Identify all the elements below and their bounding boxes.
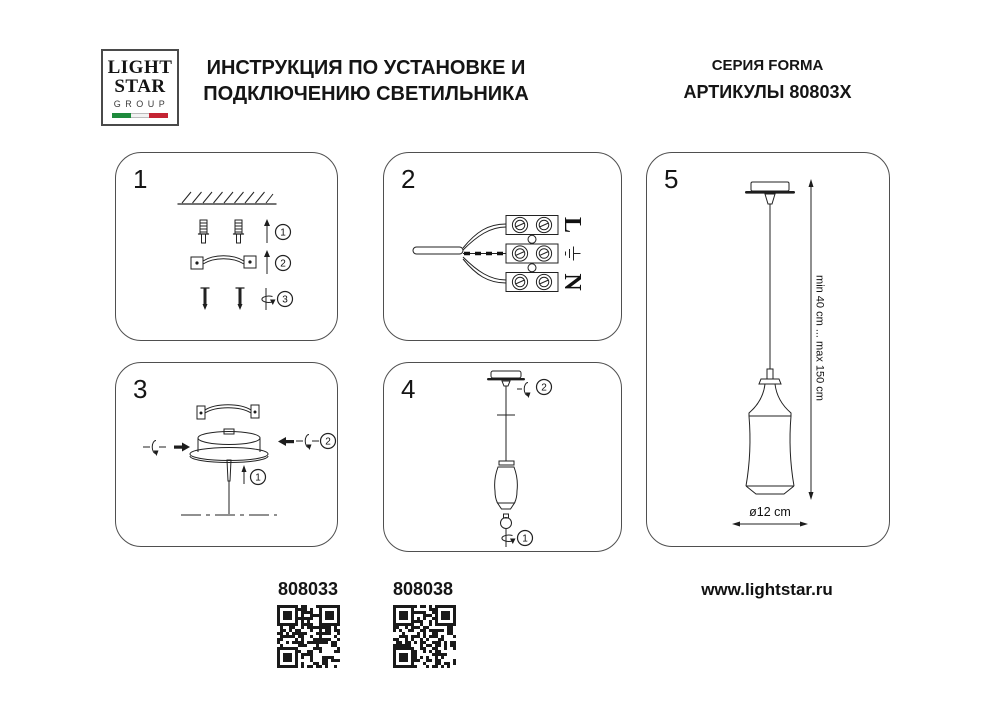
step-number-4: 4 bbox=[401, 374, 416, 404]
rotate-screw-icon bbox=[262, 288, 276, 310]
qr-code bbox=[393, 605, 456, 668]
lamp-socket bbox=[495, 461, 518, 509]
insert-arrow-up bbox=[264, 250, 270, 274]
height-range-label: min 40 cm ... max 150 cm bbox=[813, 275, 826, 401]
bulb-icon bbox=[501, 514, 512, 529]
step-panel-5 bbox=[646, 152, 890, 547]
ceiling-plate bbox=[745, 182, 795, 204]
rotate-screw-icon bbox=[296, 435, 319, 451]
svg-text:2: 2 bbox=[325, 436, 331, 448]
page-title bbox=[170, 55, 562, 107]
diameter-dimension bbox=[732, 505, 808, 527]
step-number-3: 3 bbox=[133, 374, 148, 404]
logo-text-light: LIGHT bbox=[107, 57, 173, 78]
push-arrow-left bbox=[278, 437, 294, 446]
logo-text-group: GROUP bbox=[113, 99, 170, 109]
mounting-bracket bbox=[191, 256, 256, 269]
callout-2 bbox=[321, 434, 336, 449]
wall-anchor bbox=[234, 220, 244, 243]
title-line-1: ИНСТРУКЦИЯ ПО УСТАНОВКЕ И bbox=[206, 57, 526, 79]
step-3-drawing bbox=[116, 363, 339, 548]
neutral-label: N bbox=[559, 273, 585, 291]
step-1-drawing bbox=[116, 153, 339, 342]
product-code-1: 808033 bbox=[277, 579, 339, 599]
callout-2 bbox=[537, 380, 552, 395]
product-code-2: 808038 bbox=[392, 579, 454, 599]
diameter-label: ø12 cm bbox=[749, 505, 791, 519]
wall-anchor bbox=[199, 220, 209, 243]
push-arrow-right bbox=[174, 443, 190, 452]
suspension-cord bbox=[497, 386, 515, 461]
title-line-2: ПОДКЛЮЧЕНИЮ СВЕТИЛЬНИКА bbox=[203, 83, 529, 105]
step-5-drawing bbox=[647, 153, 891, 548]
step-number-1: 1 bbox=[133, 164, 148, 194]
svg-text:2: 2 bbox=[541, 382, 547, 394]
logo-text-star: STAR bbox=[114, 76, 166, 97]
step-panel-4 bbox=[383, 362, 622, 552]
rotate-screw-icon bbox=[517, 383, 531, 399]
step-panel-3 bbox=[115, 362, 338, 547]
screw bbox=[201, 288, 209, 310]
step-panel-2 bbox=[383, 152, 622, 341]
svg-text:1: 1 bbox=[522, 533, 528, 545]
insert-arrow-up bbox=[264, 219, 270, 243]
suspension-cable bbox=[181, 460, 277, 515]
ceiling-hatch bbox=[178, 192, 276, 204]
svg-text:3: 3 bbox=[282, 294, 288, 306]
step-2-drawing bbox=[384, 153, 623, 342]
step-number-2: 2 bbox=[401, 164, 416, 194]
callout-3 bbox=[278, 292, 293, 307]
screw bbox=[236, 288, 244, 310]
italian-flag-icon bbox=[112, 113, 168, 118]
callout-1 bbox=[518, 531, 533, 546]
step-4-drawing bbox=[384, 363, 623, 553]
ceiling-canopy bbox=[190, 429, 268, 463]
mounting-bracket bbox=[197, 405, 259, 419]
live-label: L bbox=[559, 216, 585, 234]
terminal-block bbox=[506, 216, 558, 292]
website-url: www.lightstar.ru bbox=[701, 580, 833, 599]
rotate-screw-icon bbox=[143, 441, 166, 457]
step-number-5: 5 bbox=[664, 164, 679, 194]
ground-symbol bbox=[566, 247, 581, 261]
mains-cable bbox=[413, 224, 506, 283]
series-block bbox=[655, 57, 880, 103]
callout-1 bbox=[276, 225, 291, 240]
lightstar-logo bbox=[101, 49, 179, 126]
rotate-bulb-icon bbox=[502, 529, 516, 547]
callout-1 bbox=[251, 470, 266, 485]
qr-code bbox=[277, 605, 340, 668]
svg-text:1: 1 bbox=[255, 472, 261, 484]
ceiling-canopy bbox=[487, 371, 525, 386]
series-name: СЕРИЯ FORMA bbox=[711, 57, 824, 74]
insert-arrow-up bbox=[242, 465, 247, 484]
callout-2 bbox=[276, 256, 291, 271]
svg-text:2: 2 bbox=[280, 258, 286, 270]
article-numbers: АРТИКУЛЫ 80803X bbox=[683, 82, 852, 102]
glass-shade bbox=[746, 369, 794, 494]
svg-text:1: 1 bbox=[280, 227, 286, 239]
height-dimension bbox=[809, 179, 826, 500]
step-panel-1 bbox=[115, 152, 338, 341]
